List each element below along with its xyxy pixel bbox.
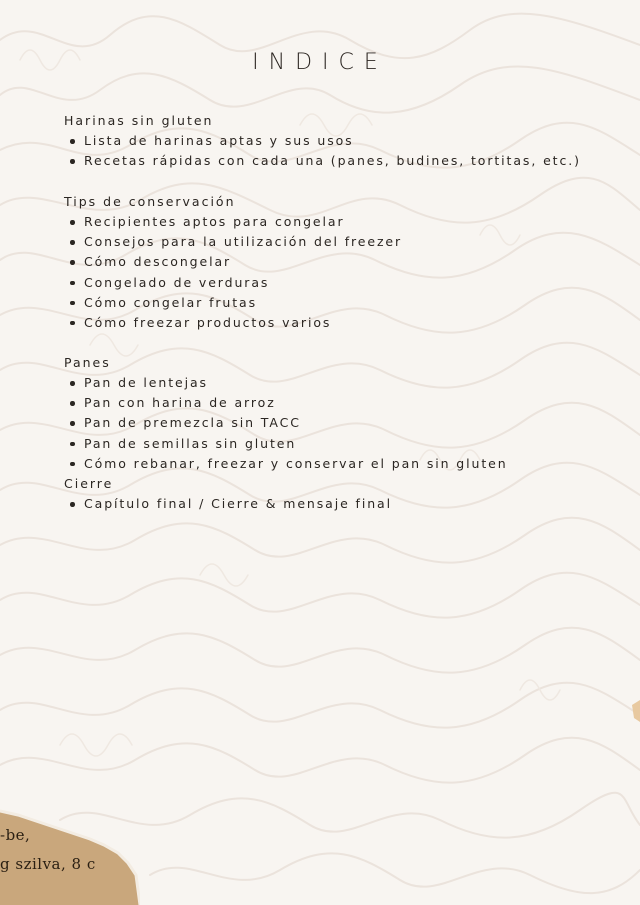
list-item: Lista de harinas aptas y sus usos <box>64 131 581 151</box>
section-cierre <box>64 474 392 514</box>
section-heading: Panes <box>64 355 111 370</box>
list-item: Congelado de verduras <box>64 273 402 293</box>
section-tips <box>64 192 402 333</box>
bullet-icon <box>70 502 75 507</box>
list-item: Cómo freezar productos varios <box>64 313 402 333</box>
bullet-icon <box>70 139 75 144</box>
bullet-icon <box>70 442 75 447</box>
bullet-icon <box>70 401 75 406</box>
list-item: Cómo congelar frutas <box>64 293 402 313</box>
bullet-icon <box>70 321 75 326</box>
bullet-icon <box>70 260 75 265</box>
right-edge-scrap <box>632 700 640 722</box>
list-item: Cómo rebanar, freezar y conservar el pan sin gluten <box>64 454 508 474</box>
bullet-icon <box>70 381 75 386</box>
page-title: INDICE <box>252 50 388 75</box>
section-panes <box>64 353 508 474</box>
section-heading: Tips de conservación <box>64 194 236 209</box>
list-item: Cómo descongelar <box>64 252 402 272</box>
list-item: Pan de lentejas <box>64 373 508 393</box>
torn-paper-scrap <box>0 795 140 905</box>
item-list <box>64 494 392 514</box>
bullet-icon <box>70 281 75 286</box>
list-item: Pan de premezcla sin TACC <box>64 413 508 433</box>
scrap-text-line-2: g szilva, 8 c <box>0 855 96 873</box>
bullet-icon <box>70 421 75 426</box>
list-item: Recipientes aptos para congelar <box>64 212 402 232</box>
list-item: Capítulo final / Cierre & mensaje final <box>64 494 392 514</box>
item-list <box>64 212 402 333</box>
list-item: Pan con harina de arroz <box>64 393 508 413</box>
bullet-icon <box>70 301 75 306</box>
bullet-icon <box>70 220 75 225</box>
list-item: Consejos para la utilización del freezer <box>64 232 402 252</box>
list-item: Recetas rápidas con cada una (panes, budines, tortitas, etc.) <box>64 151 581 171</box>
bullet-icon <box>70 240 75 245</box>
item-list <box>64 131 581 171</box>
scrap-text-line-1: -be, <box>0 826 31 844</box>
bullet-icon <box>70 159 75 164</box>
section-heading: Harinas sin gluten <box>64 113 214 128</box>
item-list <box>64 373 508 474</box>
section-harinas <box>64 111 581 171</box>
list-item: Pan de semillas sin gluten <box>64 434 508 454</box>
section-heading: Cierre <box>64 476 114 491</box>
bullet-icon <box>70 462 75 467</box>
